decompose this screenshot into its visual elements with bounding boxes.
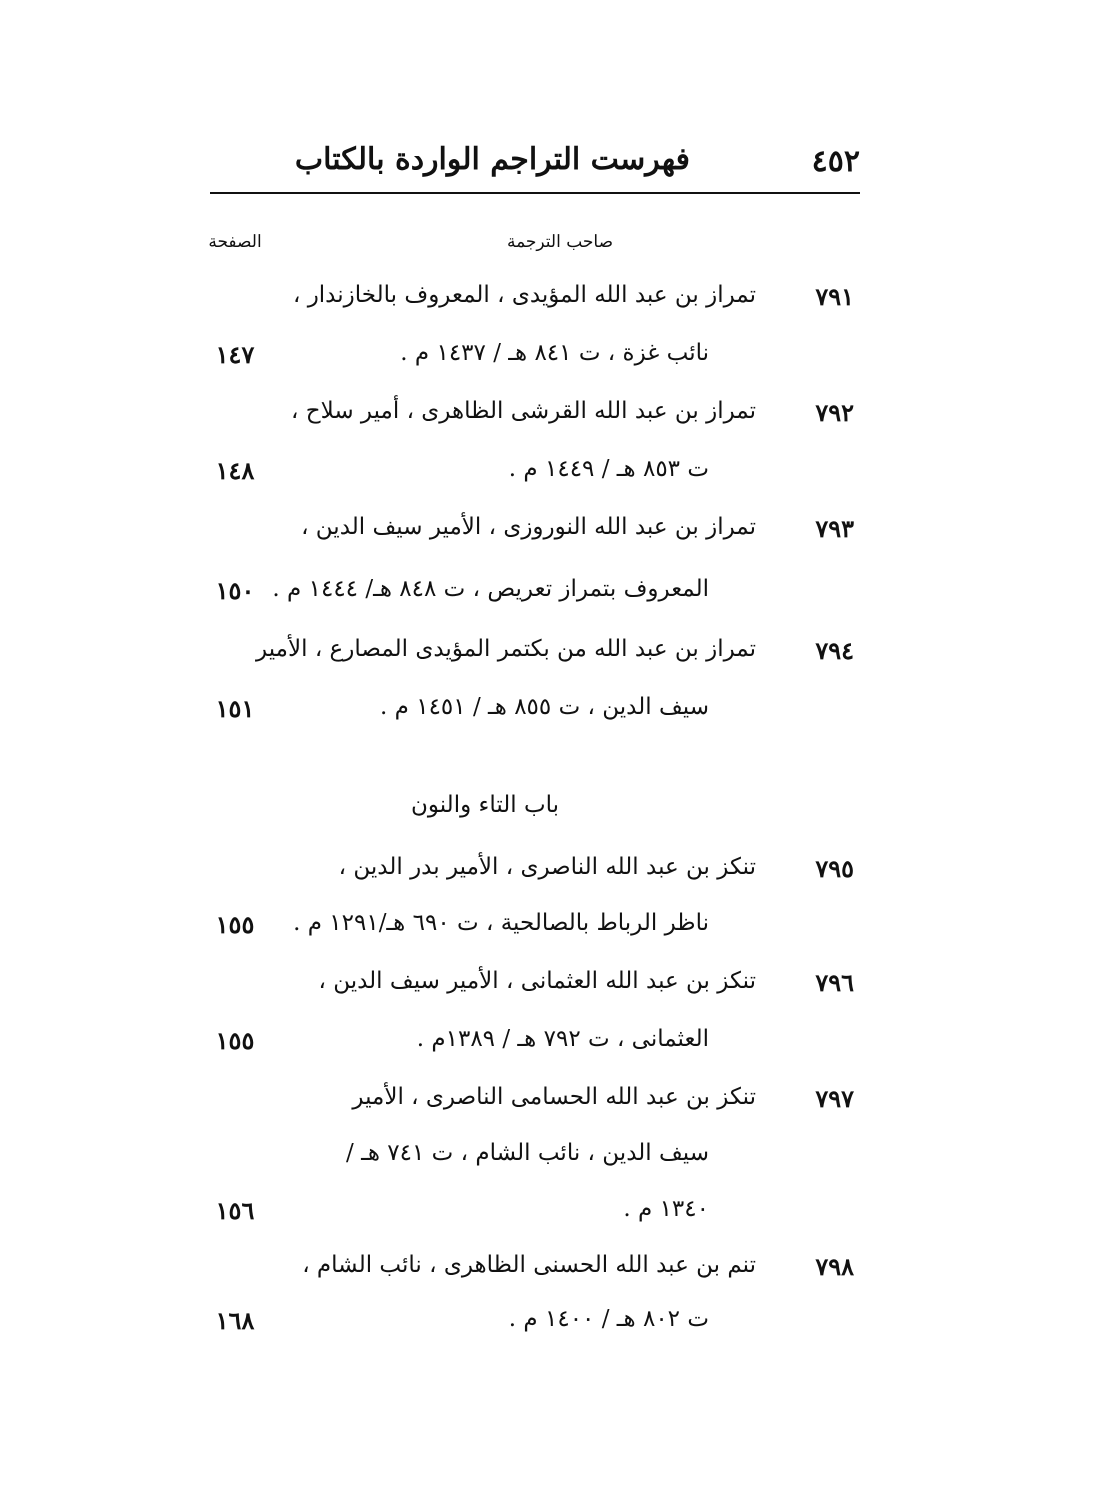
page-header — [210, 140, 860, 190]
header-divider — [210, 192, 860, 194]
entry-number: ٧٩٤ — [815, 636, 854, 665]
entry-number: ٧٩٢ — [815, 398, 854, 427]
page-title: فهرست التراجم الواردة بالكتاب — [294, 142, 690, 177]
entry-line: تمراز بن عبد الله من بكتمر المؤيدى المصارع ، الأمير — [256, 636, 756, 662]
entry-line: العثمانى ، ت ٧٩٢ هـ / ١٣٨٩م . — [416, 1026, 709, 1052]
section-title: باب التاء والنون — [410, 792, 560, 818]
entry-number: ٧٩٥ — [815, 854, 854, 883]
entry-page: ١٦٨ — [215, 1306, 255, 1335]
entry-page: ١٥١ — [215, 694, 255, 723]
entry-page: ١٤٨ — [215, 456, 255, 485]
entry-line: تنم بن عبد الله الحسنى الظاهرى ، نائب الشام ، — [302, 1252, 756, 1278]
entry-line: ١٣٤٠ م . — [623, 1196, 709, 1222]
entry-number: ٧٩٨ — [815, 1252, 854, 1281]
entry-page: ١٥٥ — [215, 910, 255, 939]
entry-number: ٧٩٦ — [815, 968, 854, 997]
column-header-name: صاحب الترجمة — [506, 232, 614, 252]
entry-line: ت ٨٠٢ هـ / ١٤٠٠ م . — [508, 1306, 709, 1332]
entry-line: نائب غزة ، ت ٨٤١ هـ / ١٤٣٧ م . — [400, 340, 709, 366]
entry-number: ٧٩١ — [815, 282, 854, 311]
entry-line: ناظر الرباط بالصالحية ، ت ٦٩٠ هـ/١٢٩١ م . — [293, 910, 709, 936]
entry-line: المعروف بتمراز تعريص ، ت ٨٤٨ هـ/ ١٤٤٤ م . — [272, 576, 709, 602]
entry-line: تمراز بن عبد الله المؤيدى ، المعروف بالخازندار ، — [292, 282, 756, 308]
entry-line: ت ٨٥٣ هـ / ١٤٤٩ م . — [508, 456, 709, 482]
entry-line: سيف الدين ، نائب الشام ، ت ٧٤١ هـ / — [346, 1140, 709, 1166]
entry-line: تمراز بن عبد الله النوروزى ، الأمير سيف الدين ، — [301, 514, 756, 540]
entry-page: ١٥٥ — [215, 1026, 255, 1055]
entry-page: ١٤٧ — [215, 340, 255, 369]
entry-line: تنكز بن عبد الله الحسامى الناصرى ، الأمير — [352, 1084, 756, 1110]
entry-page: ١٥٠ — [215, 576, 255, 605]
entry-line: سيف الدين ، ت ٨٥٥ هـ / ١٤٥١ م . — [380, 694, 709, 720]
entry-number: ٧٩٧ — [815, 1084, 854, 1113]
entry-page: ١٥٦ — [215, 1196, 255, 1225]
page-number: ٤٥٢ — [811, 144, 860, 179]
entry-number: ٧٩٣ — [815, 514, 854, 543]
column-header-page: الصفحة — [208, 232, 262, 252]
entry-line: تنكز بن عبد الله الناصرى ، الأمير بدر الدين ، — [338, 854, 756, 880]
entry-line: تنكز بن عبد الله العثمانى ، الأمير سيف الدين ، — [318, 968, 756, 994]
entry-line: تمراز بن عبد الله القرشى الظاهرى ، أمير سلاح ، — [291, 398, 756, 424]
